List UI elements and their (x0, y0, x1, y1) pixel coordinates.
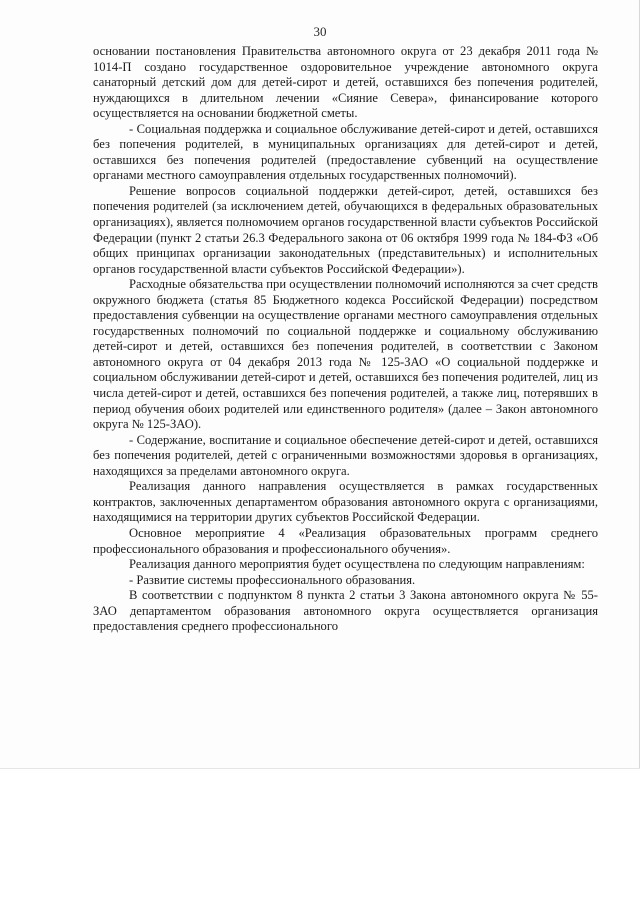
page-body-text (93, 44, 598, 635)
paragraph-5: - Содержание, воспитание и социальное обеспечение детей-сирот и детей, оставшихся без попечения родителей, детей с ограниченными возможностями здоровья в организациях, находящихся за пределами автономного округа. (93, 432, 598, 478)
paragraph-4: Расходные обязательства при осуществлении полномочий исполняются за счет средств окружного бюджета (статья 85 Бюджетного кодекса Российской Федерации) посредством предоставления субвенции на осуществление органами местного самоуправления отдельных государственных полномочий по социальной поддержке и социальному обслуживанию детей-сирот и детей, оставшихся без попечения родителей, в соответствии с Законом автономного округа от 04 декабря 2013 года № 125-ЗАО «О социальной поддержке и социальном обслуживании детей-сирот и детей, оставшихся без попечения родителей, лиц из числа детей-сирот и детей, оставшихся без попечения родителей, а также лиц, потерявших в период обучения обоих родителей или единственного родителя» (далее – Закон автономного округа № 125-ЗАО). (93, 277, 598, 432)
paragraph-10: В соответствии с подпунктом 8 пункта 2 статьи 3 Закона автономного округа № 55-ЗАО департаментом образования автономного округа осуществляется организация предоставления среднего профессионального (93, 588, 598, 634)
paragraph-9: - Развитие системы профессионального образования. (129, 572, 416, 587)
paragraph-6: Реализация данного направления осуществляется в рамках государственных контрактов, заключенных департаментом образования автономного округа с организациями, находящимися на территории других субъектов Российской Федерации. (93, 479, 598, 525)
blank-background (0, 768, 640, 906)
paragraph-1: основании постановления Правительства автономного округа от 23 декабря 2011 года № 1014-П создано государственное оздоровительное учреждение автономного округа санаторный детский дом для детей-сирот и детей, оставшихся без попечения родителей, нуждающихся в длительном лечении «Сияние Севера», финансирование которого осуществляется на основании бюджетной сметы. (93, 44, 598, 121)
paragraph-8: Реализация данного мероприятия будет осуществлена по следующим направлениям: (129, 557, 585, 572)
paragraph-7: Основное мероприятие 4 «Реализация образовательных программ среднего профессионального образования и профессионального обучения». (93, 525, 598, 556)
page-number: 30 (313, 24, 327, 39)
paragraph-3: Решение вопросов социальной поддержки детей-сирот, детей, оставшихся без попечения родителей (за исключением детей, обучающихся в федеральных образовательных организациях), является полномочием органов государственной власти субъектов Российской Федерации (пункт 2 статьи 26.3 Федерального закона от 06 октября 1999 года № 184-ФЗ «Об общих принципах организации законодательных (представительных) и исполнительных органов государственной власти субъектов Российской Федерации»). (93, 183, 598, 276)
paragraph-2: - Социальная поддержка и социальное обслуживание детей-сирот и детей, оставшихся без попечения родителей, в муниципальных организациях для детей-сирот и детей, оставшихся без попечения родителей (предоставление субвенций на осуществление органами местного самоуправления отдельных государственных полномочий). (93, 121, 598, 183)
